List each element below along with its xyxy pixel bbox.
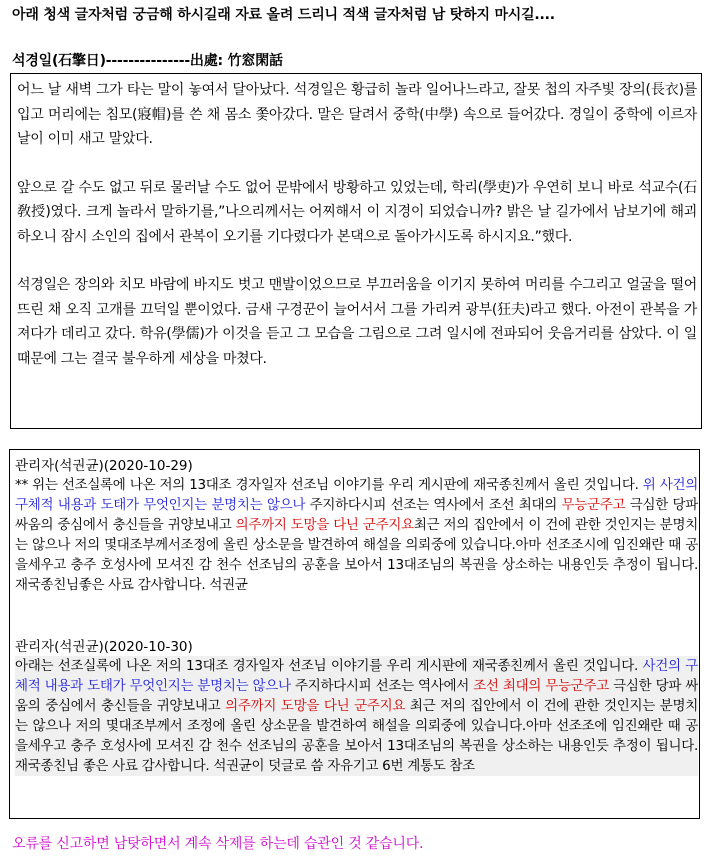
story-paragraph: 앞으로 갈 수도 없고 뒤로 물러날 수도 없어 문밖에서 방황하고 있었는데, 학리(學吏)가 우연히 보니 바로 석교수(石敎授)였다. 크게 놀라서 말하기를,”나으리께서는 어찌해서 이 지경이 되었습니까? 밝은 날 길가에서 남보기에 해괴하오니 잠시 소인의 집에서 관복이 오기를 기다렸다가 본댁으로 돌아가시도록 하시지요.”했다. [17,179,697,245]
comment-author: 관리자(석권균)(2020-10-30) [15,639,193,655]
comment-text: ** 위는 선조실록에 나온 저의 13대조 경자일자 선조님 이야기를 우리 게시판에 재국종친께서 올린 것입니다. [15,477,643,493]
comment-text: 주지하다시피 선조는 역사에서 조선 최대의 [305,497,562,513]
story-heading: 석경일(石擎日)---------------出處: 竹窓閑話 [12,53,283,69]
comment-highlight-red: 무능군주고 [561,497,626,513]
comment [15,457,698,595]
comment [15,638,698,776]
story-paragraph: 어느 날 새벽 그가 타는 말이 놓여서 달아났다. 석경일은 황급히 놀라 일어나느라고, 잘못 첩의 자주빛 장의(長衣)를 입고 머리에는 침모(寢帽)를 쓴 채 몸소 쫓아갔다. 말은 달려서 중학(中學) 속으로 들어갔다. 경일이 중학에 이르자 날이 이미 새고 말았다. [17,82,697,147]
comment-body [15,475,698,595]
comments-box [9,449,700,819]
comment-text: 아래는 선조실록에 나온 저의 13대조 경자일자 선조님 이야기를 우리 게시판에 재국종친께서 올린 것입니다. [15,658,643,674]
footer-note: 오류를 신고하면 남탓하면서 계속 삭제를 하는데 습관인 것 같습니다. [12,836,424,852]
notice-text: 아래 청색 글자처럼 궁금해 하시길래 자료 올려 드리니 적색 글자처럼 남 탓하지 마시길.... [12,7,555,23]
comment-body [15,656,698,776]
comment-text: 극심한 당파 싸움의 중심에서 충신들을 귀양보내고 [15,678,699,714]
comment-highlight-blue: 위 사건의 구체적 내용과 도태가 무엇인지는 분명치는 않으나 [15,477,698,513]
comment-highlight-red: 의주까지 도망을 다닌 군주지요 [225,698,406,714]
comment-highlight-red: 의주까지 도망을 다닌 군주지요 [235,517,414,533]
comment-author: 관리자(석권균)(2020-10-29) [15,458,193,474]
comment-text: 주지하다시피 선조는 역사에서 [290,678,474,694]
comment-text: 최근 저의 집안에서 이 건에 관한 것인지는 분명치는 않으나 저의 몇대조부께서 조정에 올린 상소문을 발견하여 해설을 의뢰중에 있습니다.아마 선조조에 임진왜란 때 공을세우고 충주 호성사에 모셔진 감 천수 선조님의 공훈을 보아서 13대조님의 복권을 상소하는 내용인듯 추정이 됩니다. 재국종친님 좋은 사료 감사합니다. 석권균이 덧글로 씀 자유기고 6번 계통도 참조 [15,698,699,774]
story-paragraph: 석경일은 장의와 치모 바람에 바지도 벗고 맨발이었으므로 부끄러움을 이기지 못하여 머리를 수그리고 얼굴을 떨어뜨린 채 오직 고개를 끄덕일 뿐이었다. 금새 구경꾼이 늘어서서 그를 가리켜 광부(狂夫)라고 했다. 아전이 관복을 가져다가 데리고 갔다. 학유(學儒)가 이것을 듣고 그 모습을 그림으로 그려 일시에 전파되어 웃음거리를 삼았다. 이 일 때문에 그는 결국 불우하게 세상을 마쳤다. [17,277,697,367]
comment-text: 최근 저의 집안에서 이 건에 관한 것인지는 분명치는 않으나 저의 몇대조부께서조정에 올린 상소문을 발견하여 해설을 의뢰중에 있습니다.아마 선조조시에 임진왜란 때 공을세우고 충주 호성사에 모셔진 감 천수 선조님의 공훈을 보아서 13대조님의 복권을 상소하는 내용인듯 추정이 됩니다.재국종친님좋은 사료 감사합니다. 석권균 [15,517,699,593]
comment-text: 극심한 당파 싸움의 중심에서 충신들을 귀양보내고 [15,497,698,533]
comment-highlight-red: 조선 최대의 무능군주고 [473,678,609,694]
story-box [10,73,702,429]
comment-highlight-blue: 사건의 구체적 내용과 도태가 무엇인지는 분명치는 않으나 [15,658,698,694]
